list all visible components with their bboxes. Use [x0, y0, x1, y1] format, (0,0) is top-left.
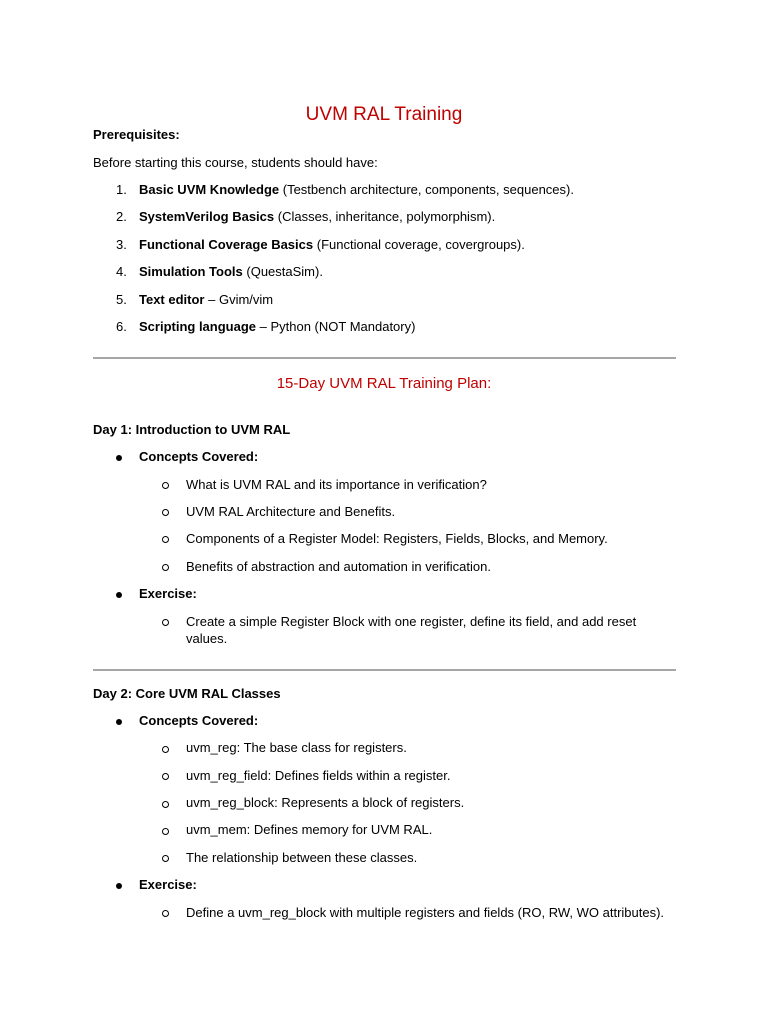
item-detail: (Functional coverage, covergroups).	[313, 237, 525, 252]
item-term: Text editor	[139, 292, 205, 307]
day1-concepts-label: Concepts Covered:	[139, 449, 259, 464]
circle-bullet-icon	[162, 482, 169, 489]
list-item: uvm_mem: Defines memory for UVM RAL.	[186, 822, 433, 837]
list-item	[139, 292, 273, 308]
bullet-icon	[116, 455, 122, 461]
list-item: What is UVM RAL and its importance in verification?	[186, 477, 487, 492]
list-number: 2.	[116, 209, 127, 224]
item-term: SystemVerilog Basics	[139, 209, 275, 224]
list-number: 4.	[116, 264, 127, 279]
item-detail: – Gvim/vim	[204, 292, 274, 307]
list-item	[139, 264, 323, 280]
circle-bullet-icon	[162, 910, 169, 917]
horizontal-rule	[93, 357, 676, 359]
day1-heading: Day 1: Introduction to UVM RAL	[93, 422, 291, 437]
list-item: UVM RAL Architecture and Benefits.	[186, 504, 396, 519]
list-item: Components of a Register Model: Registers, Fields, Blocks, and Memory.	[186, 531, 608, 546]
circle-bullet-icon	[162, 773, 169, 780]
list-item	[139, 237, 525, 253]
circle-bullet-icon	[162, 828, 169, 835]
circle-bullet-icon	[162, 801, 169, 808]
list-item: uvm_reg: The base class for registers.	[186, 740, 407, 755]
list-item	[139, 182, 574, 198]
circle-bullet-icon	[162, 509, 169, 516]
document-title: UVM RAL Training	[305, 104, 463, 125]
bullet-icon	[116, 592, 122, 598]
day1-exercise-label: Exercise:	[139, 586, 197, 601]
exercise-text-continued: values.	[186, 631, 228, 646]
item-term: Basic UVM Knowledge	[139, 182, 280, 197]
day2-exercise-label: Exercise:	[139, 877, 197, 892]
prerequisites-heading: Prerequisites:	[93, 127, 180, 142]
bullet-icon	[116, 883, 122, 889]
item-detail: (Testbench architecture, components, sequences).	[279, 182, 574, 197]
item-term: Scripting language	[139, 319, 257, 334]
list-number: 3.	[116, 237, 127, 252]
day2-heading: Day 2: Core UVM RAL Classes	[93, 686, 281, 701]
item-detail: (QuestaSim).	[242, 264, 323, 279]
list-item: The relationship between these classes.	[186, 850, 418, 865]
item-detail: (Classes, inheritance, polymorphism).	[274, 209, 496, 224]
list-number: 5.	[116, 292, 127, 307]
exercise-text: Define a uvm_reg_block with multiple registers and fields (RO, RW, WO attributes).	[186, 905, 665, 920]
item-detail: – Python (NOT Mandatory)	[256, 319, 416, 334]
list-item: uvm_reg_block: Represents a block of registers.	[186, 795, 465, 810]
circle-bullet-icon	[162, 619, 169, 626]
list-number: 1.	[116, 182, 127, 197]
exercise-text: Create a simple Register Block with one register, define its field, and add reset	[186, 614, 637, 629]
horizontal-rule	[93, 669, 676, 671]
circle-bullet-icon	[162, 564, 169, 571]
plan-title: 15-Day UVM RAL Training Plan:	[276, 375, 492, 392]
list-item	[139, 209, 495, 225]
circle-bullet-icon	[162, 855, 169, 862]
list-number: 6.	[116, 319, 127, 334]
list-item: uvm_reg_field: Defines fields within a register.	[186, 768, 451, 783]
prerequisites-intro: Before starting this course, students should have:	[93, 155, 378, 170]
item-term: Functional Coverage Basics	[139, 237, 314, 252]
list-item: Benefits of abstraction and automation in verification.	[186, 559, 491, 574]
day2-concepts-label: Concepts Covered:	[139, 713, 259, 728]
circle-bullet-icon	[162, 746, 169, 753]
list-item	[139, 319, 415, 335]
item-term: Simulation Tools	[139, 264, 243, 279]
bullet-icon	[116, 719, 122, 725]
circle-bullet-icon	[162, 536, 169, 543]
